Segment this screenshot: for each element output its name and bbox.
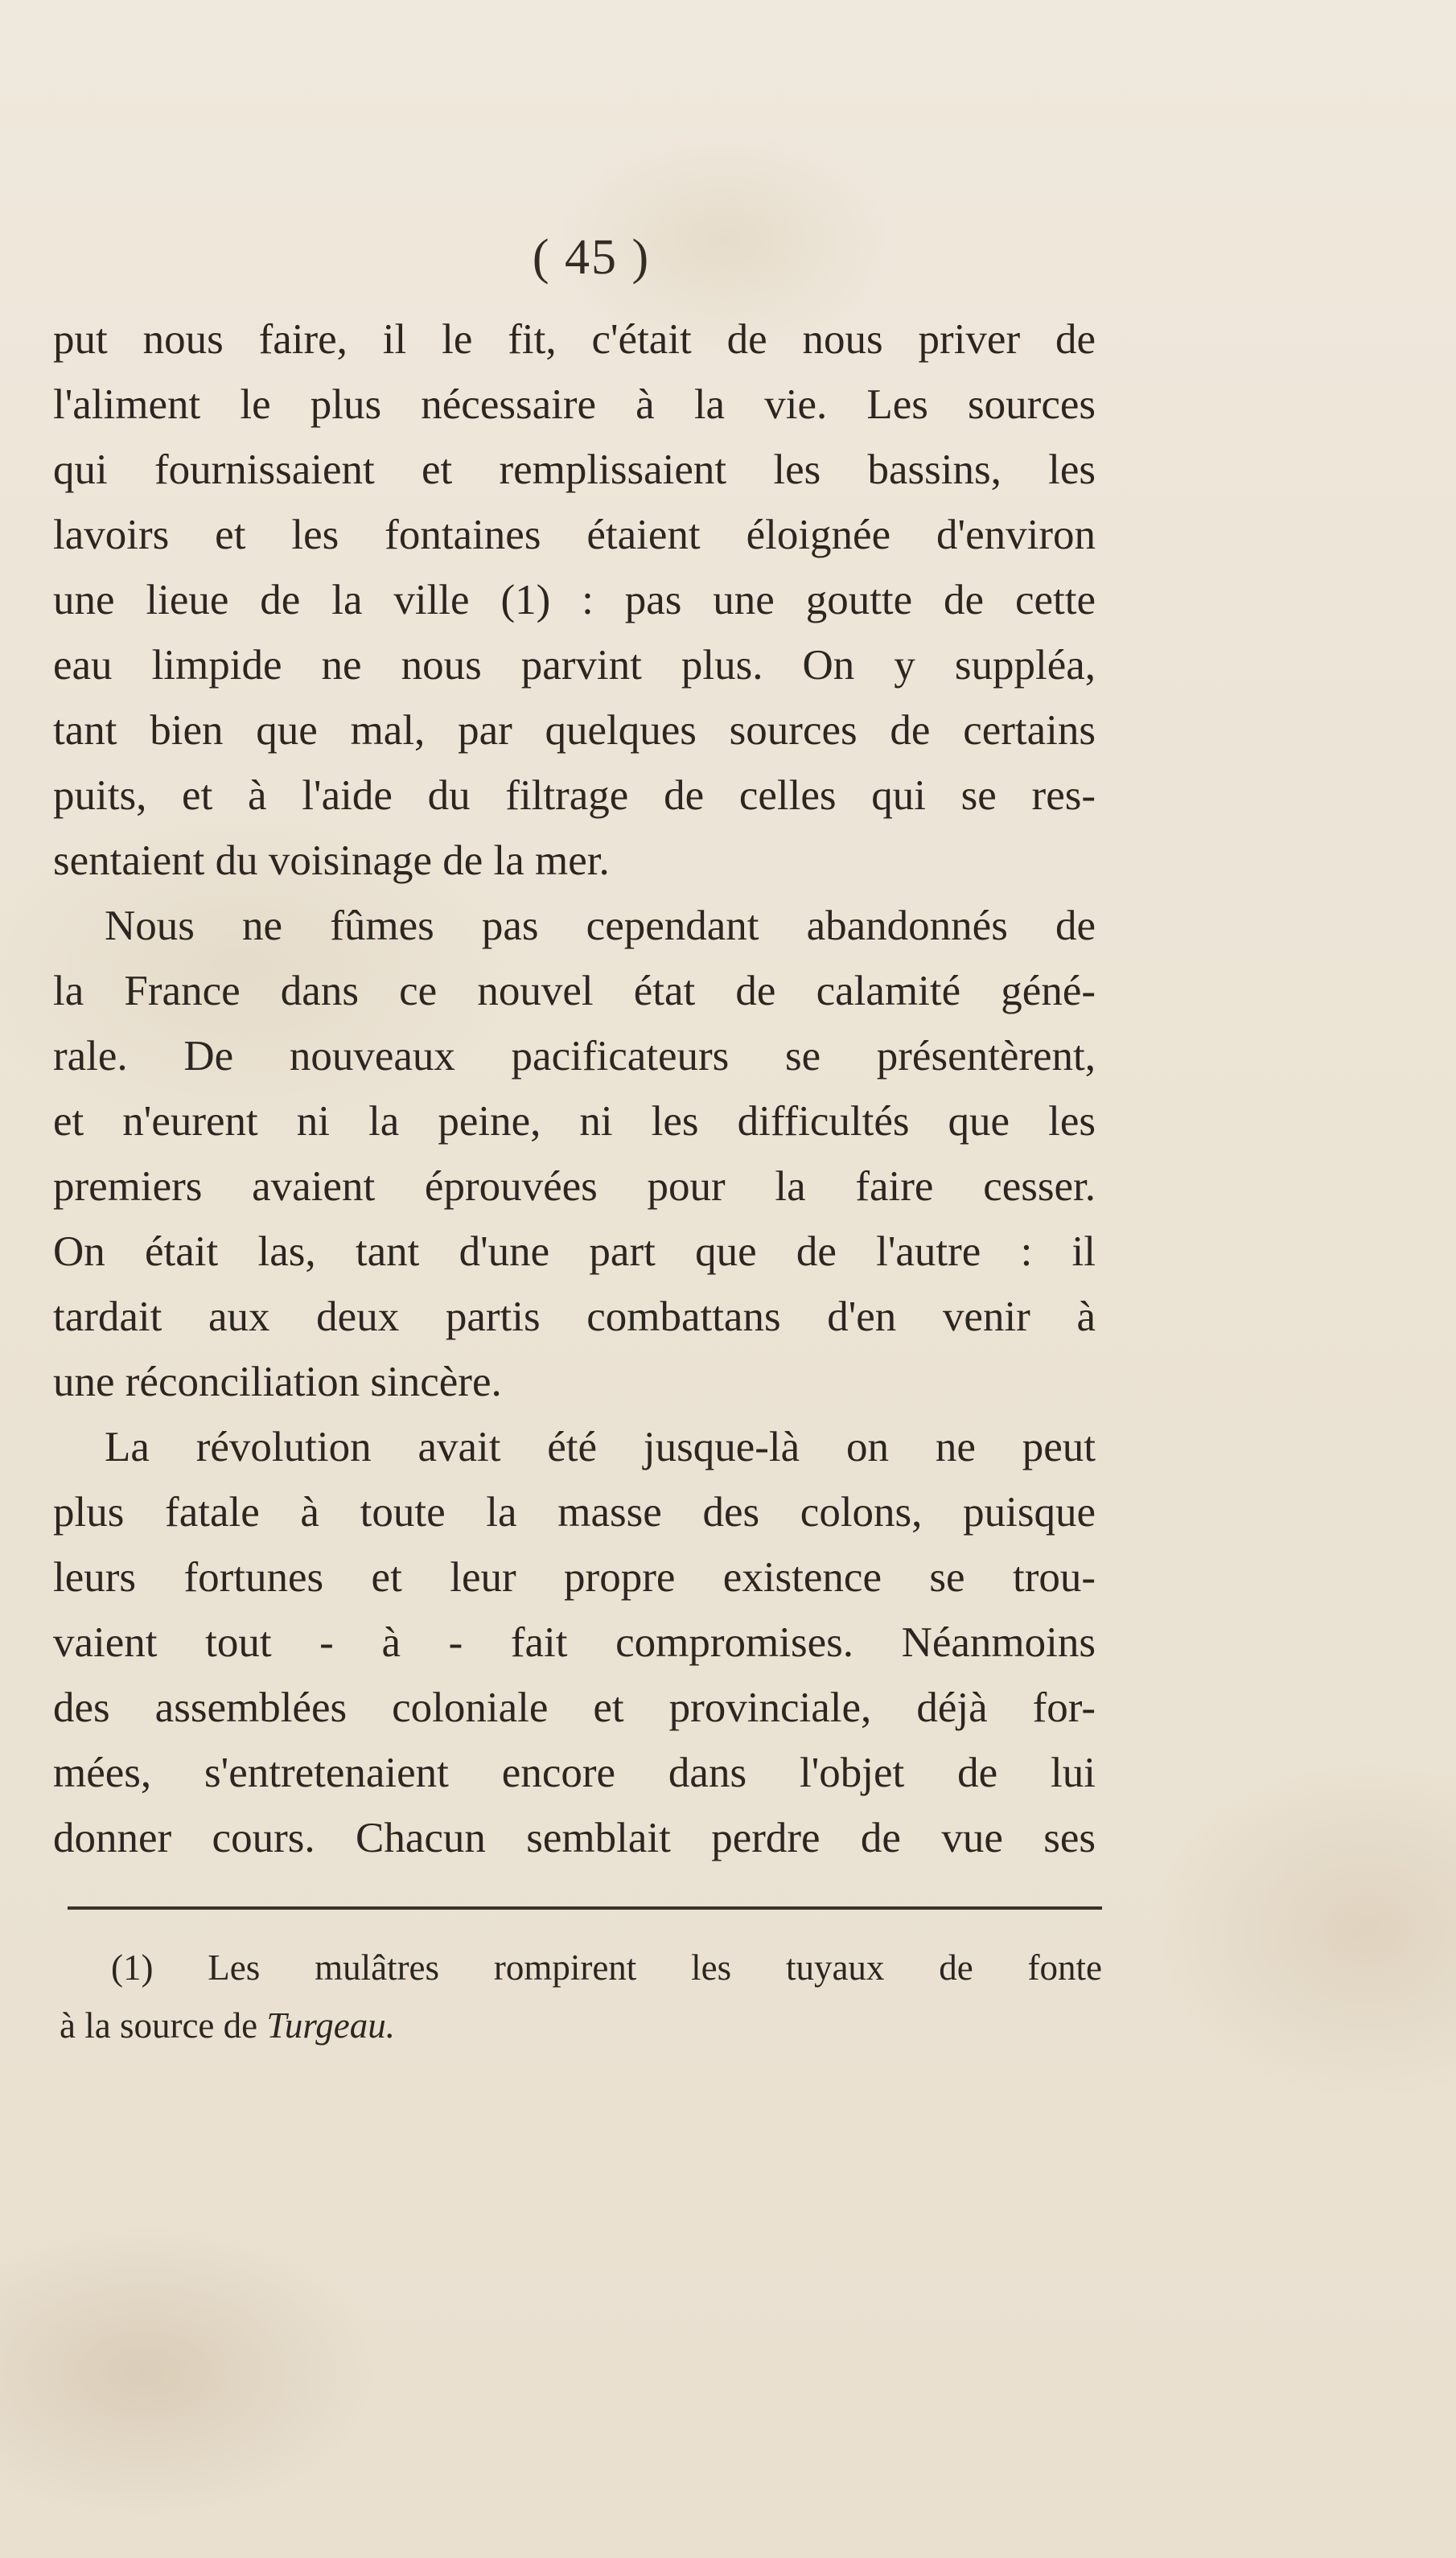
text-line: plus fatale à toute la masse des colons, puisque bbox=[53, 1489, 1096, 1536]
text-line: premiers avaient éprouvées pour la faire cesser. bbox=[53, 1163, 1096, 1210]
body-text bbox=[53, 307, 1096, 1871]
text-line: leurs fortunes et leur propre existence se trou- bbox=[53, 1554, 1096, 1601]
text-line: put nous faire, il le fit, c'était de nous priver de bbox=[53, 316, 1096, 363]
footnote bbox=[60, 1939, 1102, 2054]
text-line: qui fournissaient et remplissaient les bassins, les bbox=[53, 446, 1096, 493]
footnote-line: (1) Les mulâtres rompirent les tuyaux de fonte bbox=[111, 1947, 1102, 1988]
text-line: une lieue de la ville (1) : pas une goutte de cette bbox=[53, 577, 1096, 623]
text-line: vaient tout - à - fait compromises. Néanmoins bbox=[53, 1619, 1096, 1666]
paragraph-start-line: La révolution avait été jusque-là on ne peut bbox=[105, 1424, 1096, 1470]
text-line: eau limpide ne nous parvint plus. On y suppléa, bbox=[53, 642, 1096, 689]
text-line: puits, et à l'aide du filtrage de celles qui se res- bbox=[53, 772, 1096, 819]
text-line: et n'eurent ni la peine, ni les difficultés que les bbox=[53, 1098, 1096, 1145]
text-line: mées, s'entretenaient encore dans l'objet de lui bbox=[53, 1750, 1096, 1796]
footnote-place-name: Turgeau. bbox=[266, 2005, 395, 2046]
text-line: l'aliment le plus nécessaire à la vie. Les sources bbox=[53, 381, 1096, 428]
text-line: tant bien que mal, par quelques sources de certains bbox=[53, 707, 1096, 754]
text-line: des assemblées coloniale et provinciale, déjà for- bbox=[53, 1684, 1096, 1731]
paragraph-start-line: Nous ne fûmes pas cependant abandonnés de bbox=[105, 903, 1096, 949]
text-line: sentaient du voisinage de la mer. bbox=[53, 837, 610, 884]
text-line: On était las, tant d'une part que de l'autre : il bbox=[53, 1228, 1096, 1275]
text-line: rale. De nouveaux pacificateurs se présentèrent, bbox=[53, 1033, 1096, 1080]
footnote-line bbox=[60, 1997, 1102, 2054]
text-line: lavoirs et les fontaines étaient éloignée d'environ bbox=[53, 512, 1096, 558]
footnote-text: à la source de bbox=[60, 2005, 267, 2046]
text-line: la France dans ce nouvel état de calamité géné- bbox=[53, 968, 1096, 1014]
text-line: donner cours. Chacun semblait perdre de vue ses bbox=[53, 1815, 1096, 1861]
text-line: une réconciliation sincère. bbox=[53, 1359, 502, 1405]
page-number: ( 45 ) bbox=[532, 230, 651, 285]
footnote-divider bbox=[68, 1906, 1102, 1910]
text-line: tardait aux deux partis combattans d'en venir à bbox=[53, 1293, 1096, 1340]
